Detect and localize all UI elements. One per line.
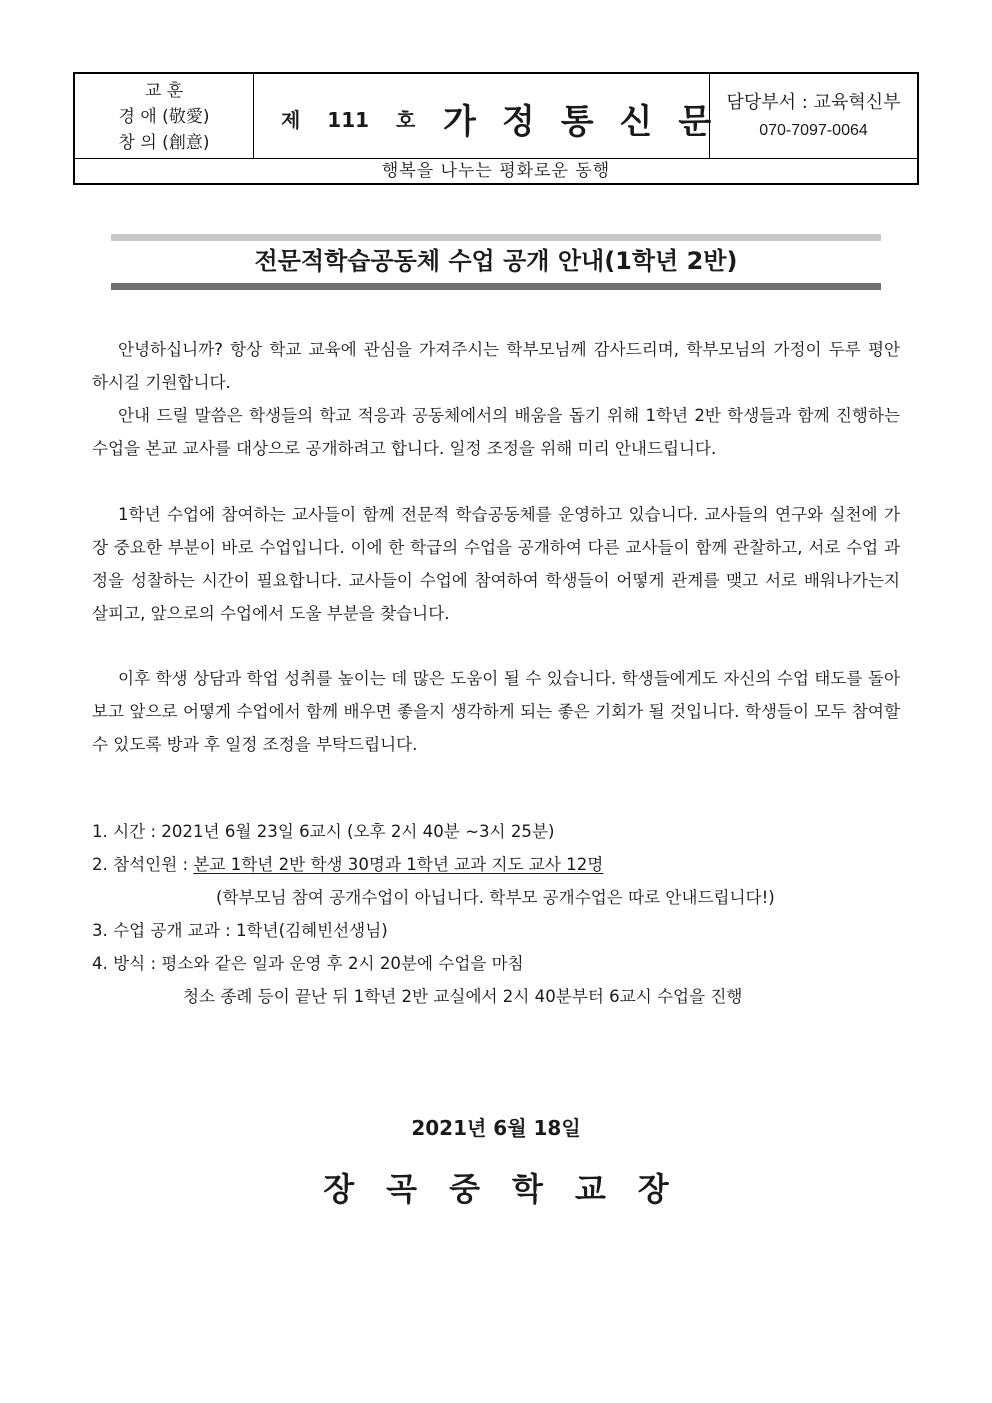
motto-line-2: 창 의 (創意) [118,133,210,153]
school-slogan: 행복을 나누는 평화로운 동행 [381,161,611,181]
department-phone: 070-7097-0064 [759,122,868,139]
newsletter-header [73,72,919,185]
info-time: 1. 시간 : 2021년 6월 23일 6교시 (오후 2시 40분 ~3시 25분) [92,822,555,841]
header-top-row [75,74,917,159]
info-attendees-note: (학부모님 참여 공개수업이 아닙니다. 학부모 공개수업은 따로 안내드립니다!) [216,888,775,907]
motto-line-1: 경 애 (敬愛) [118,107,210,127]
issue-number: 제 111 호 [281,108,416,132]
attendees-label: 2. 참석인원 : [92,855,194,874]
document-title: 전문적학습공동체 수업 공개 안내(1학년 2반) [254,247,738,275]
school-motto [75,74,254,158]
newsletter-title: 가정통신문 [443,102,738,142]
department-name: 담당부서 : 교육혁신부 [726,92,901,113]
department-cell [710,74,917,158]
info-method-detail: 청소 종례 등이 끝난 뒤 1학년 2반 교실에서 2시 40분부터 6교시 수업을 진행 [183,987,743,1006]
info-method: 4. 방식 : 평소와 같은 일과 운영 후 2시 20분에 수업을 마침 [92,954,524,973]
paragraph-benefits: 이후 학생 상담과 학업 성취를 높이는 데 많은 도움이 될 수 있습니다. 학생들에게도 자신의 수업 태도를 돌아보고 앞으로 어떻게 수업에서 함께 배우면 좋을지 생각하게 되는 좋은 기회가 될 것입니다. 학생들이 모두 참여할 수 있도록 방과 후 일정 조정을 부탁드립니다. [92,669,900,754]
document-date: 2021년 6월 18일 [411,1116,581,1140]
motto-title: 교 훈 [144,81,184,101]
paragraph-purpose: 안내 드릴 말씀은 학생들의 학교 적응과 공동체에서의 배움을 돕기 위해 1학년 2반 학생들과 함께 진행하는 수업을 본교 교사를 대상으로 공개하려고 합니다. 일정 조정을 위해 미리 안내드립니다. [92,406,900,458]
issue-cell [255,74,738,158]
title-top-rule [111,234,881,241]
paragraph-greeting: 안녕하십니까? 항상 학교 교육에 관심을 가져주시는 학부모님께 감사드리며, 학부모님의 가정이 두루 평안 하시길 기원합니다. [92,340,900,392]
attendees-value: 본교 1학년 2반 학생 30명과 1학년 교과 지도 교사 12명 [193,855,604,874]
info-subject: 3. 수업 공개 교과 : 1학년(김혜빈선생님) [92,921,388,940]
title-bottom-rule [111,283,881,290]
principal-signature: 장곡중학교장 [323,1170,701,1208]
info-attendees [92,848,603,881]
paragraph-community: 1학년 수업에 참여하는 교사들이 함께 전문적 학습공동체를 운영하고 있습니다. 교사들의 연구와 실천에 가장 중요한 부분이 바로 수업입니다. 이에 한 학급의 수업을 공개하여 다른 교사들이 함께 관찰하고, 서로 수업 과정을 성찰하는 시간이 필요합니다. 교사들이 수업에 참여하여 학생들이 어떻게 관계를 맺고 서로 배워나가는지 살피고, 앞으로의 수업에서 도울 부분을 찾습니다. [92,505,900,623]
